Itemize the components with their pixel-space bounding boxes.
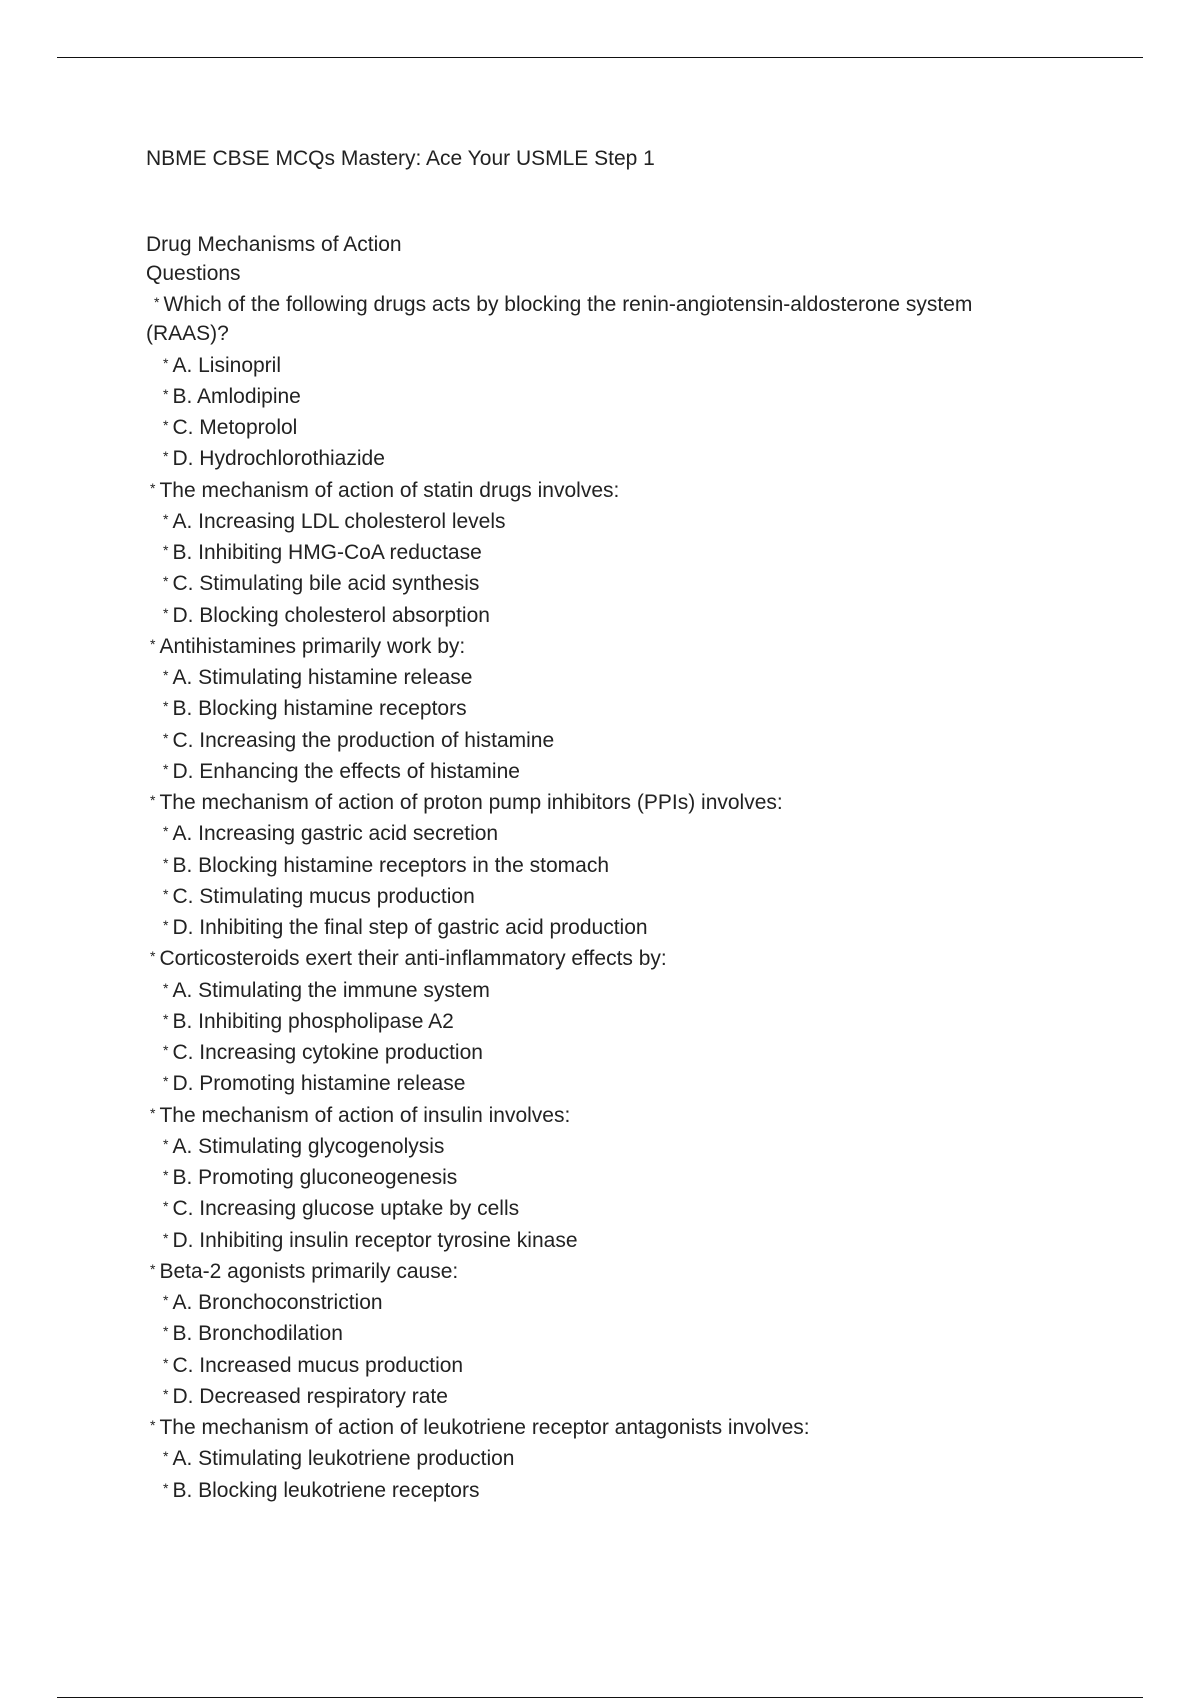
option-text: D. Promoting histamine release (172, 1072, 466, 1096)
bullet-marker: * (163, 385, 169, 402)
bullet-marker: * (163, 1010, 169, 1027)
question-text: Antihistamines primarily work by: (159, 634, 466, 658)
question-text: The mechanism of action of proton pump inhibitors (PPIs) involves: (159, 791, 783, 814)
bullet-marker: * (163, 823, 169, 840)
question-text: Which of the following drugs acts by blocking the renin-angiotensin-aldosterone system (RAAS)? (146, 293, 973, 346)
bullet-marker: * (163, 729, 169, 746)
question-item (146, 786, 1046, 942)
bullet-marker: * (150, 1104, 156, 1121)
option-text: A. Lisinopril (172, 353, 282, 377)
answer-option (163, 567, 1046, 598)
bullet-marker: * (163, 1042, 169, 1058)
question-text: The mechanism of action of leukotriene receptor antagonists involves: (159, 1416, 810, 1439)
bullet-marker: * (163, 854, 169, 871)
top-divider (57, 57, 1143, 58)
answer-option (163, 1442, 1046, 1473)
bullet-marker: * (150, 1417, 156, 1433)
option-text: D. Decreased respiratory rate (172, 1384, 448, 1408)
option-text: A. Increasing gastric acid secretion (172, 822, 499, 846)
option-text: B. Inhibiting HMG-CoA reductase (172, 541, 482, 564)
bullet-marker: * (163, 448, 169, 465)
option-text: D. Blocking cholesterol absorption (172, 603, 490, 627)
option-text: C. Increasing glucose uptake by cells (172, 1197, 520, 1221)
answer-option (163, 880, 1046, 911)
question-list (146, 288, 1046, 1505)
answer-option (163, 1286, 1046, 1317)
bullet-marker: * (150, 1260, 156, 1277)
question-text: The mechanism of action of insulin involves: (159, 1103, 571, 1127)
answer-option (163, 1130, 1046, 1161)
answer-options (146, 974, 1046, 1099)
bullet-marker: * (163, 1385, 169, 1402)
question-text-line (146, 1255, 1046, 1286)
questions-label: Questions (146, 262, 241, 285)
bullet-marker: * (150, 792, 156, 808)
bullet-marker: * (163, 1198, 169, 1215)
bullet-marker: * (163, 667, 169, 683)
answer-option (163, 380, 1046, 411)
option-text: B. Promoting gluconeogenesis (172, 1166, 458, 1189)
answer-option (163, 1067, 1046, 1098)
question-item (146, 1255, 1046, 1411)
bullet-marker: * (163, 1135, 169, 1152)
answer-option (163, 692, 1046, 723)
bullet-marker: * (163, 1448, 169, 1465)
question-item (146, 942, 1046, 1098)
option-text: B. Amlodipine (172, 384, 301, 408)
bullet-marker: * (163, 1354, 169, 1371)
option-text: B. Blocking leukotriene receptors (172, 1478, 480, 1502)
bullet-marker: * (163, 1479, 169, 1496)
bottom-divider (57, 1697, 1143, 1698)
answer-option (163, 1349, 1046, 1380)
option-text: B. Inhibiting phospholipase A2 (172, 1009, 454, 1033)
question-text: The mechanism of action of statin drugs involves: (159, 478, 620, 502)
answer-option (163, 1317, 1046, 1348)
option-text: C. Metoprolol (172, 416, 298, 439)
bullet-marker: * (163, 417, 169, 433)
question-text-line (146, 474, 1046, 505)
question-text-line (146, 942, 1046, 973)
bullet-marker: * (163, 1167, 169, 1183)
question-text: Beta-2 agonists primarily cause: (159, 1259, 459, 1283)
answer-option (163, 1192, 1046, 1223)
answer-option (163, 1380, 1046, 1411)
option-text: D. Hydrochlorothiazide (172, 447, 385, 471)
question-text-line (146, 630, 1046, 661)
bullet-marker: * (163, 698, 169, 715)
bullet-marker: * (163, 760, 169, 777)
option-text: D. Inhibiting the final step of gastric acid production (172, 916, 648, 939)
answer-options (146, 661, 1046, 786)
answer-options (146, 1286, 1046, 1411)
bullet-marker: * (150, 948, 156, 965)
option-text: C. Stimulating mucus production (172, 884, 475, 908)
option-text: B. Blocking histamine receptors (172, 697, 467, 721)
question-item (146, 288, 1046, 474)
section-heading: Drug Mechanisms of Action (146, 233, 402, 256)
question-text-line (146, 1411, 1046, 1442)
option-text: D. Enhancing the effects of histamine (172, 759, 520, 783)
bullet-marker: * (163, 979, 169, 996)
answer-option (163, 911, 1046, 942)
option-text: A. Stimulating glycogenolysis (172, 1134, 445, 1158)
answer-options (146, 817, 1046, 942)
question-text: Corticosteroids exert their anti-inflammatory effects by: (159, 947, 667, 971)
bullet-marker: * (150, 635, 156, 652)
bullet-marker: * (163, 604, 169, 621)
option-text: C. Increasing cytokine production (172, 1041, 483, 1064)
answer-options (146, 1130, 1046, 1255)
option-text: C. Increasing the production of histamine (172, 728, 555, 752)
bullet-marker: * (163, 1229, 169, 1246)
question-item (146, 1411, 1046, 1505)
answer-option (163, 349, 1046, 380)
question-item (146, 474, 1046, 630)
answer-option (163, 599, 1046, 630)
bullet-marker: * (163, 573, 169, 590)
bullet-marker: * (163, 885, 169, 902)
question-item (146, 1099, 1046, 1255)
answer-option (163, 1474, 1046, 1505)
bullet-marker: * (163, 354, 169, 371)
question-item (146, 630, 1046, 786)
bullet-marker: * (163, 1323, 169, 1340)
answer-option (163, 411, 1046, 442)
option-text: C. Increased mucus production (172, 1353, 464, 1377)
option-text: A. Stimulating histamine release (172, 666, 473, 689)
answer-option (163, 661, 1046, 692)
option-text: C. Stimulating bile acid synthesis (172, 572, 480, 596)
answer-option (163, 849, 1046, 880)
answer-options (146, 349, 1046, 474)
option-text: A. Bronchoconstriction (172, 1291, 383, 1314)
answer-option (163, 724, 1046, 755)
answer-option (163, 755, 1046, 786)
bullet-marker: * (163, 510, 169, 527)
answer-option (163, 505, 1046, 536)
answer-options (146, 1442, 1046, 1505)
question-text-line (146, 288, 1046, 349)
answer-option (163, 1036, 1046, 1067)
answer-options (146, 505, 1046, 630)
answer-option (163, 974, 1046, 1005)
document-title: NBME CBSE MCQs Mastery: Ace Your USMLE Step 1 (146, 147, 655, 170)
bullet-marker: * (163, 917, 169, 933)
option-text: A. Increasing LDL cholesterol levels (172, 509, 506, 533)
bullet-marker: * (163, 1073, 169, 1090)
answer-option (163, 1005, 1046, 1036)
question-text-line (146, 786, 1046, 817)
option-text: A. Stimulating the immune system (172, 978, 490, 1002)
answer-option (163, 817, 1046, 848)
bullet-marker: * (154, 294, 160, 310)
option-text: D. Inhibiting insulin receptor tyrosine kinase (172, 1228, 578, 1252)
option-text: B. Blocking histamine receptors in the stomach (172, 853, 609, 877)
bullet-marker: * (150, 479, 156, 496)
question-text-line (146, 1099, 1046, 1130)
bullet-marker: * (163, 542, 169, 558)
answer-option (163, 442, 1046, 473)
answer-option (163, 1224, 1046, 1255)
option-text: A. Stimulating leukotriene production (172, 1447, 515, 1471)
option-text: B. Bronchodilation (172, 1322, 343, 1346)
answer-option (163, 1161, 1046, 1192)
answer-option (163, 536, 1046, 567)
bullet-marker: * (163, 1292, 169, 1308)
